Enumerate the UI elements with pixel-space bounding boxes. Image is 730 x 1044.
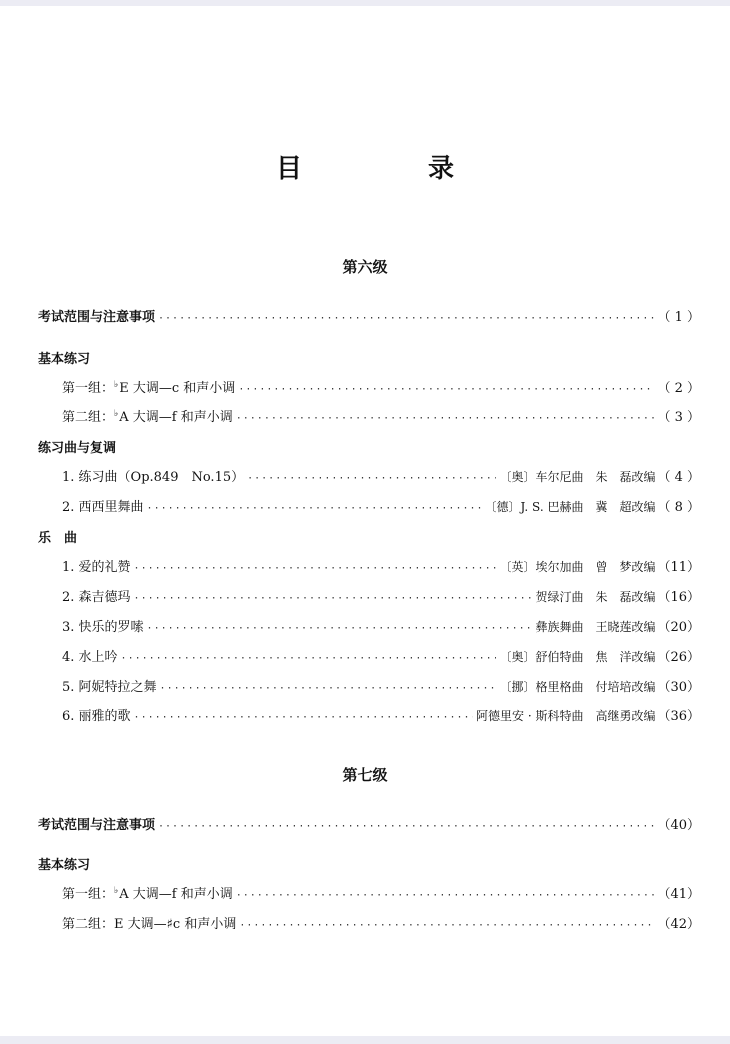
dot-leader (160, 683, 497, 694)
toc-row-piece-4[interactable] (62, 646, 700, 665)
toc-label: 第二组：E 大调—♯c 和声小调 (62, 917, 237, 932)
toc-row-piece-2[interactable] (62, 586, 700, 605)
dot-leader (147, 623, 533, 634)
toc-page: （42） (657, 917, 700, 932)
dot-leader (158, 313, 654, 324)
section-heading-basic-6: 基本练习 (38, 352, 91, 367)
toc-page: （30） (657, 680, 700, 695)
toc-page: （36） (657, 709, 700, 724)
flat-sign: ♭ (114, 380, 119, 390)
toc-page: （11） (657, 560, 700, 575)
page-top-edge (0, 0, 730, 6)
toc-label: 4. 水上吟 (62, 650, 118, 665)
toc-row-piece-6[interactable] (62, 705, 700, 724)
page-bottom-edge (0, 1036, 730, 1044)
toc-arranger: 〔挪〕格里格曲 付培培改编 (499, 680, 656, 694)
toc-page: （ 3 ） (657, 410, 700, 425)
toc-row-exam-7[interactable] (38, 814, 700, 833)
flat-sign: ♭ (114, 409, 119, 419)
toc-label: 第二组：♭A 大调—f 和声小调 (62, 409, 233, 425)
toc-page: （ 4 ） (657, 470, 700, 485)
level-heading-6: 第六级 (342, 258, 388, 276)
toc-label: 3. 快乐的罗嗦 (62, 620, 144, 635)
toc-row-piece-3[interactable] (62, 616, 700, 635)
toc-arranger: 〔奥〕车尔尼曲 朱 磊改编 (499, 470, 656, 484)
section-heading-pieces-6: 乐 曲 (38, 531, 78, 546)
level-heading-7: 第七级 (342, 766, 388, 784)
dot-leader (134, 563, 497, 574)
toc-page: （20） (657, 620, 700, 635)
dot-leader (236, 413, 655, 424)
toc-label: 1. 爱的礼赞 (62, 560, 131, 575)
toc-row-etude-2[interactable] (62, 496, 700, 515)
toc-arranger: 〔英〕埃尔加曲 曾 梦改编 (499, 560, 656, 574)
toc-page: （ 2 ） (657, 381, 700, 396)
toc-label: 第一组：♭A 大调—f 和声小调 (62, 886, 233, 902)
dot-leader (147, 503, 482, 514)
toc-label: 考试范围与注意事项 (38, 310, 156, 325)
toc-label: 6. 丽雅的歌 (62, 709, 131, 724)
toc-row-basic-6-1[interactable] (62, 377, 700, 396)
dot-leader (158, 821, 654, 832)
dot-leader (238, 384, 654, 395)
toc-arranger: 〔奥〕舒伯特曲 焦 洋改编 (499, 650, 656, 664)
toc-arranger: 彝族舞曲 王晓莲改编 (535, 620, 656, 634)
toc-row-exam-6[interactable] (38, 306, 700, 325)
toc-label: 2. 森吉德玛 (62, 590, 131, 605)
toc-row-etude-1[interactable] (62, 466, 700, 485)
toc-page: （ 1 ） (657, 310, 700, 325)
toc-page: （16） (657, 590, 700, 605)
toc-row-piece-1[interactable] (62, 556, 700, 575)
toc-label: 1. 练习曲（Op.849 No.15） (62, 470, 245, 485)
toc-label: 2. 西西里舞曲 (62, 500, 144, 515)
dot-leader (121, 653, 497, 664)
toc-arranger: 〔德〕J. S. 巴赫曲 冀 超改编 (484, 500, 656, 514)
toc-page: （26） (657, 650, 700, 665)
toc-page: （41） (657, 887, 700, 902)
dot-leader (236, 890, 655, 901)
toc-page: （ 8 ） (657, 500, 700, 515)
toc-page: （40） (657, 818, 700, 833)
page-title: 目 录 (275, 154, 504, 184)
dot-leader (134, 712, 473, 723)
toc-arranger: 阿德里安 · 斯科特曲 高继勇改编 (476, 709, 656, 723)
section-heading-basic-7: 基本练习 (38, 858, 91, 873)
toc-row-basic-7-2[interactable] (62, 913, 700, 932)
toc-row-piece-5[interactable] (62, 676, 700, 695)
dot-leader (134, 593, 533, 604)
dot-leader (247, 473, 496, 484)
toc-label: 5. 阿妮特拉之舞 (62, 680, 157, 695)
toc-label: 考试范围与注意事项 (38, 818, 156, 833)
section-heading-etudes-6: 练习曲与复调 (38, 441, 117, 456)
toc-row-basic-6-2[interactable] (62, 406, 700, 425)
toc-arranger: 贺绿汀曲 朱 磊改编 (535, 590, 656, 604)
dot-leader (239, 920, 654, 931)
toc-label: 第一组：♭E 大调—c 和声小调 (62, 380, 236, 396)
flat-sign: ♭ (114, 886, 119, 896)
toc-row-basic-7-1[interactable] (62, 883, 700, 902)
